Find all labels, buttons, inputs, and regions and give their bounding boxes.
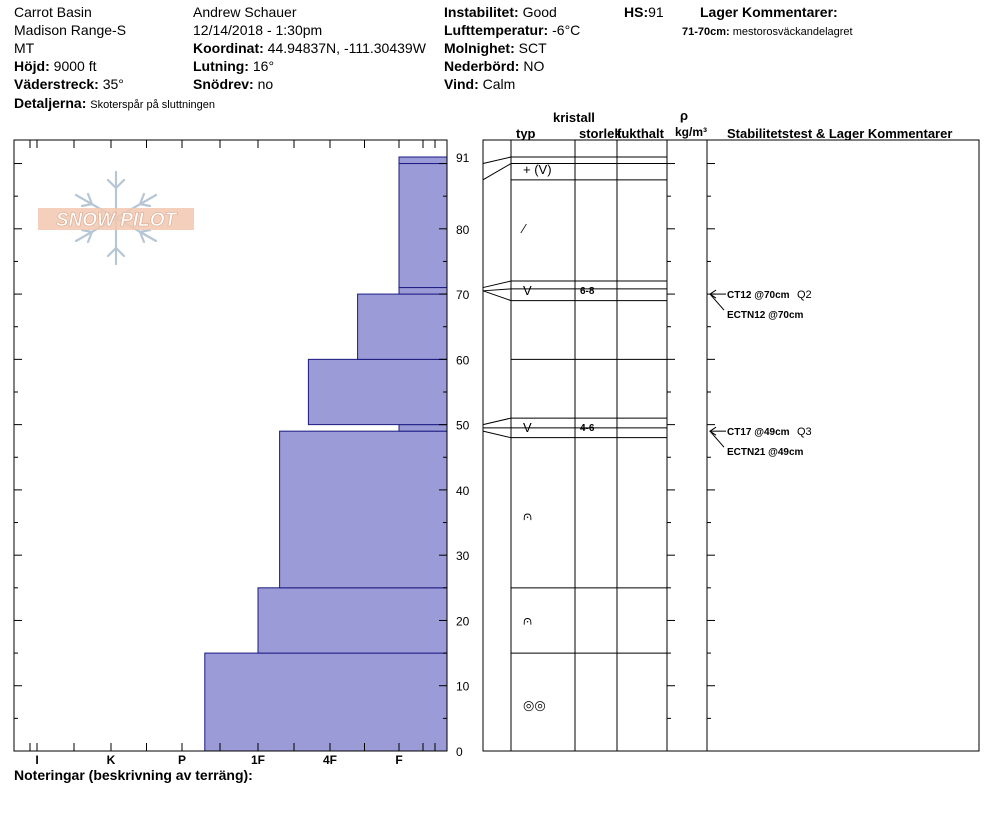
location: Carrot Basin (14, 4, 92, 20)
crystal-size: 4-6 (580, 422, 595, 434)
layer-connector (483, 281, 511, 288)
crystal-size: 6-8 (580, 285, 595, 297)
hardness-bar (399, 288, 447, 295)
sky-value: SCT (518, 40, 547, 56)
coord-value: 44.94837N, -111.30439W (267, 40, 426, 56)
drift (193, 76, 273, 92)
layer-comment-text: mestorosväckandelagret (732, 26, 853, 38)
hardness-bar (399, 164, 447, 288)
slope-value: 16° (252, 58, 275, 74)
y-tick-label: 10 (456, 679, 470, 694)
elevation-label: Höjd: (14, 58, 50, 74)
layer-connector (483, 157, 511, 164)
layer-connector (483, 291, 511, 301)
notes-label: Noteringar (beskrivning av terräng): (14, 767, 253, 783)
x-tick-label: P (177, 753, 187, 767)
wind (444, 76, 515, 92)
test-arrow-line-2 (710, 294, 724, 310)
test-quality: Q2 (797, 289, 812, 302)
layer-connector (483, 164, 511, 180)
hardness-bar (399, 425, 447, 432)
crystal-symbol: V (523, 282, 532, 298)
layer-comments-title: Lager Kommentarer: (700, 4, 838, 20)
precip (444, 58, 544, 74)
wind-label: Vind: (444, 76, 479, 92)
layer-connector (483, 289, 511, 291)
layer-connector (483, 418, 511, 425)
elevation (14, 58, 96, 74)
details-label: Detaljerna: (14, 95, 87, 111)
sky-label: Molnighet: (444, 40, 515, 56)
test-secondary: ECTN21 @49cm (727, 447, 804, 459)
aspect (14, 76, 124, 92)
snowpilot-logo (36, 168, 196, 268)
hs-value: 91 (648, 4, 664, 20)
y-tick-label: 70 (456, 288, 470, 303)
layer-comment (682, 24, 853, 40)
hs (624, 4, 664, 20)
hardness-bars (205, 157, 447, 751)
profile-frame (483, 140, 979, 751)
col-rho: ρ (680, 108, 689, 123)
test-quality: Q3 (797, 426, 812, 439)
stability (444, 4, 557, 20)
aspect-value: 35° (102, 76, 124, 92)
range: Madison Range-S (14, 22, 127, 38)
drift-value: no (257, 76, 274, 92)
logo-text: SNOW PILOT (55, 210, 177, 231)
hs-label: HS: (624, 4, 649, 20)
drift-label: Snödrev: (193, 76, 254, 92)
y-tick-label: 60 (456, 353, 470, 368)
wind-value: Calm (482, 76, 516, 92)
test-label: CT12 @70cm (727, 290, 790, 302)
slope-label: Lutning: (193, 58, 249, 74)
airtemp-label: Lufttemperatur: (444, 22, 549, 38)
x-tick-label: K (106, 753, 116, 767)
stability-value: Good (522, 4, 557, 20)
details-value: Skoterspår på sluttningen (90, 99, 215, 111)
state: MT (14, 40, 35, 56)
y-tick-label: 30 (456, 549, 470, 564)
crystal-symbol: ⁄ (523, 220, 526, 236)
crystal-symbol: + (V) (523, 162, 552, 178)
coord-label: Koordinat: (193, 40, 264, 56)
y-tick-label: 80 (456, 222, 470, 237)
crystal-symbol: V (523, 419, 532, 435)
test-arrow-line-2 (710, 431, 724, 447)
elevation-value: 9000 ft (53, 58, 97, 74)
observer: Andrew Schauer (193, 4, 297, 20)
precip-value: NO (523, 58, 545, 74)
crystal-symbol: ⩀ (523, 612, 533, 628)
x-tick-label: 4F (322, 753, 338, 767)
col-stability-header: Stabilitetstest & Lager Kommentarer (727, 126, 953, 141)
crystal-symbol: ⩀ (523, 508, 533, 524)
hardness-bar (205, 653, 447, 751)
hardness-bar (308, 359, 447, 424)
sky (444, 40, 547, 56)
datetime: 12/14/2018 - 1:30pm (193, 22, 323, 38)
col-moisture: fukthalt (617, 126, 664, 141)
stability-label: Instabilitet: (444, 4, 519, 20)
hardness-bar (280, 431, 447, 588)
col-density-unit: kg/m³ (675, 125, 708, 139)
x-tick-label: I (35, 753, 39, 767)
coordinate (193, 40, 426, 56)
x-tick-label: 1F (250, 753, 266, 767)
y-tick-label: 91 (456, 151, 470, 165)
y-tick-label: 50 (456, 418, 470, 433)
precip-label: Nederbörd: (444, 58, 520, 74)
aspect-label: Väderstreck: (14, 76, 99, 92)
air-temp (444, 22, 580, 38)
test-arrow-head (710, 290, 716, 298)
col-crystal: kristall (553, 110, 595, 125)
layer-comment-range: 71-70cm: (682, 26, 730, 38)
details (14, 95, 215, 113)
crystal-symbol: ◎◎ (523, 697, 546, 713)
y-tick-label: 40 (456, 483, 470, 498)
x-tick-label: F (395, 753, 403, 767)
y-tick-label: 0 (456, 745, 463, 759)
hardness-bar (358, 294, 447, 359)
col-size: storlek (579, 126, 622, 141)
hardness-bar (258, 588, 447, 653)
test-arrow-head (710, 427, 716, 435)
layer-connector (483, 431, 511, 438)
test-secondary: ECTN12 @70cm (727, 310, 804, 322)
slope (193, 58, 274, 74)
y-tick-label: 20 (456, 614, 470, 629)
airtemp-value: -6°C (552, 22, 581, 38)
col-type: typ (516, 126, 536, 141)
profile-columns (483, 140, 726, 751)
hardness-bar (399, 157, 447, 164)
test-label: CT17 @49cm (727, 427, 790, 439)
